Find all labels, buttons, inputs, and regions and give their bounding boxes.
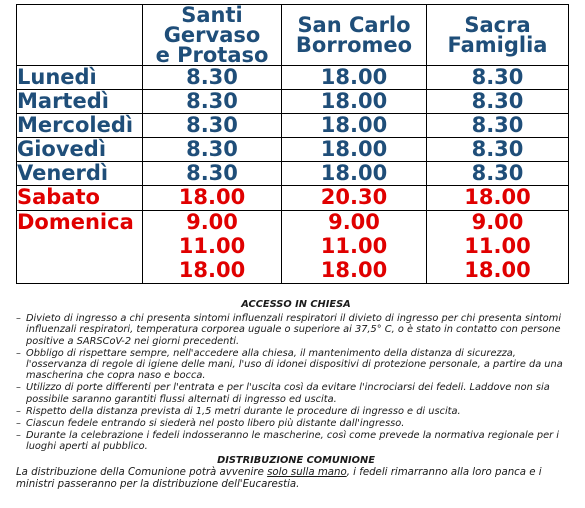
mass-time: 18.00: [282, 90, 427, 114]
day-label: Lunedì: [17, 66, 143, 90]
church-name-line: Borromeo: [295, 33, 413, 57]
mass-times-cell: [427, 211, 569, 284]
mass-time: 8.30: [427, 138, 569, 162]
table-row: [17, 138, 569, 162]
mass-time: 18.00: [178, 258, 246, 282]
church-header: [427, 5, 569, 66]
table-row: [17, 90, 569, 114]
mass-time: 11.00: [178, 234, 246, 258]
mass-time: 8.30: [427, 90, 569, 114]
list-item: [16, 418, 576, 429]
mass-time: 18.00: [427, 186, 569, 211]
table-row: [17, 186, 569, 211]
mass-times-cell: [143, 211, 282, 284]
list-item: [16, 430, 576, 452]
mass-schedule-table: [16, 4, 569, 284]
distribution-text-start: La distribuzione della Comunione potrà avvenire: [16, 466, 268, 478]
rule-text: Obbligo di rispettare sempre, nell'accedere alla chiesa, il mantenimento della distanza di sicurezza, l'osservanza di regole di igiene delle mani, l'uso di idonei dispositivi di protezione personale, a partire da una mascherina che copra naso e bocca.: [26, 347, 563, 382]
distribution-heading: DISTRIBUZIONE COMUNIONE: [217, 454, 375, 466]
mass-time: 8.30: [143, 66, 282, 90]
list-item: [16, 382, 576, 404]
mass-time: 8.30: [427, 114, 569, 138]
access-rules-list: [16, 313, 576, 452]
rule-text: Ciascun fedele entrando si siederà nel posto libero più distante dall'ingresso.: [26, 418, 405, 430]
mass-time: 18.00: [282, 114, 427, 138]
mass-time: 8.30: [143, 138, 282, 162]
day-label: Mercoledì: [17, 114, 143, 138]
rule-text: Durante la celebrazione i fedeli indosseranno le mascherine, così come prevede la normativa regionale per i luoghi aperti al pubblico.: [26, 430, 559, 453]
church-header: [282, 5, 427, 66]
distribution-text: [16, 467, 576, 491]
list-item: [16, 313, 576, 347]
mass-time: 18.00: [282, 162, 427, 186]
bullet-dash: –: [16, 313, 21, 325]
table-row: [17, 114, 569, 138]
day-label: Domenica: [17, 211, 143, 284]
mass-time: 9.00: [471, 210, 524, 234]
bullet-dash: –: [16, 418, 21, 430]
mass-time: 18.00: [320, 258, 388, 282]
day-label: Giovedì: [17, 138, 143, 162]
mass-time: 8.30: [143, 90, 282, 114]
church-header: [143, 5, 282, 66]
bullet-dash: –: [16, 382, 21, 394]
access-heading: ACCESSO IN CHIESA: [241, 299, 351, 310]
table-row: [17, 66, 569, 90]
rule-text: Rispetto della distanza prevista di 1,5 metri durante le procedure di ingresso e di uscita.: [26, 405, 461, 417]
mass-time: 11.00: [464, 234, 531, 258]
distribution-text-end: , i fedeli rimarranno alla loro panca e i ministri passeranno per la distribuzione dell'Eucarestia.: [16, 466, 542, 490]
header-row: [17, 5, 569, 66]
mass-time: 8.30: [143, 114, 282, 138]
bullet-dash: –: [16, 405, 21, 417]
day-label: Martedì: [17, 90, 143, 114]
mass-time: 8.30: [143, 162, 282, 186]
rule-text: Divieto di ingresso a chi presenta sintomi influenzali respiratori il divieto di ingresso per chi presenta sintomi influenzali respiratori, temperatura corporea uguale o superiore ai 37,5° C, o è stato in contatto con persone positive a SARSCoV-2 nei giorni precedenti.: [26, 313, 562, 347]
rules-section: [16, 299, 576, 491]
mass-time: 8.30: [427, 162, 569, 186]
mass-time: 9.00: [186, 210, 238, 234]
mass-time: 11.00: [320, 234, 388, 258]
mass-time: 8.30: [427, 66, 569, 90]
table-row: [17, 162, 569, 186]
distribution-text-underlined: solo sulla mano: [267, 466, 347, 478]
church-name-line: Famiglia: [447, 33, 548, 57]
bullet-dash: –: [16, 347, 21, 359]
mass-time: 9.00: [328, 210, 380, 234]
mass-time: 18.00: [282, 66, 427, 90]
church-name-line: San Carlo: [297, 13, 411, 37]
mass-time: 18.00: [143, 186, 282, 211]
list-item: [16, 348, 576, 382]
table-row: [17, 211, 569, 284]
mass-time: 18.00: [464, 258, 531, 282]
mass-time: 20.30: [282, 186, 427, 211]
church-name-line: Santi Gervaso: [163, 3, 261, 47]
list-item: [16, 406, 576, 417]
church-name-line: e Protaso: [155, 43, 269, 67]
corner-cell: [17, 5, 143, 66]
bullet-dash: –: [16, 430, 21, 442]
day-label: Sabato: [17, 186, 143, 211]
rule-text: Utilizzo di porte differenti per l'entrata e per l'uscita così da evitare l'incrociarsi dei fedeli. Laddove non sia possibile saranno garantiti flussi alternati di ingresso ed uscita.: [26, 382, 550, 405]
mass-time: 18.00: [282, 138, 427, 162]
mass-times-cell: [282, 211, 427, 284]
church-name-line: Sacra: [464, 13, 531, 37]
day-label: Venerdì: [17, 162, 143, 186]
